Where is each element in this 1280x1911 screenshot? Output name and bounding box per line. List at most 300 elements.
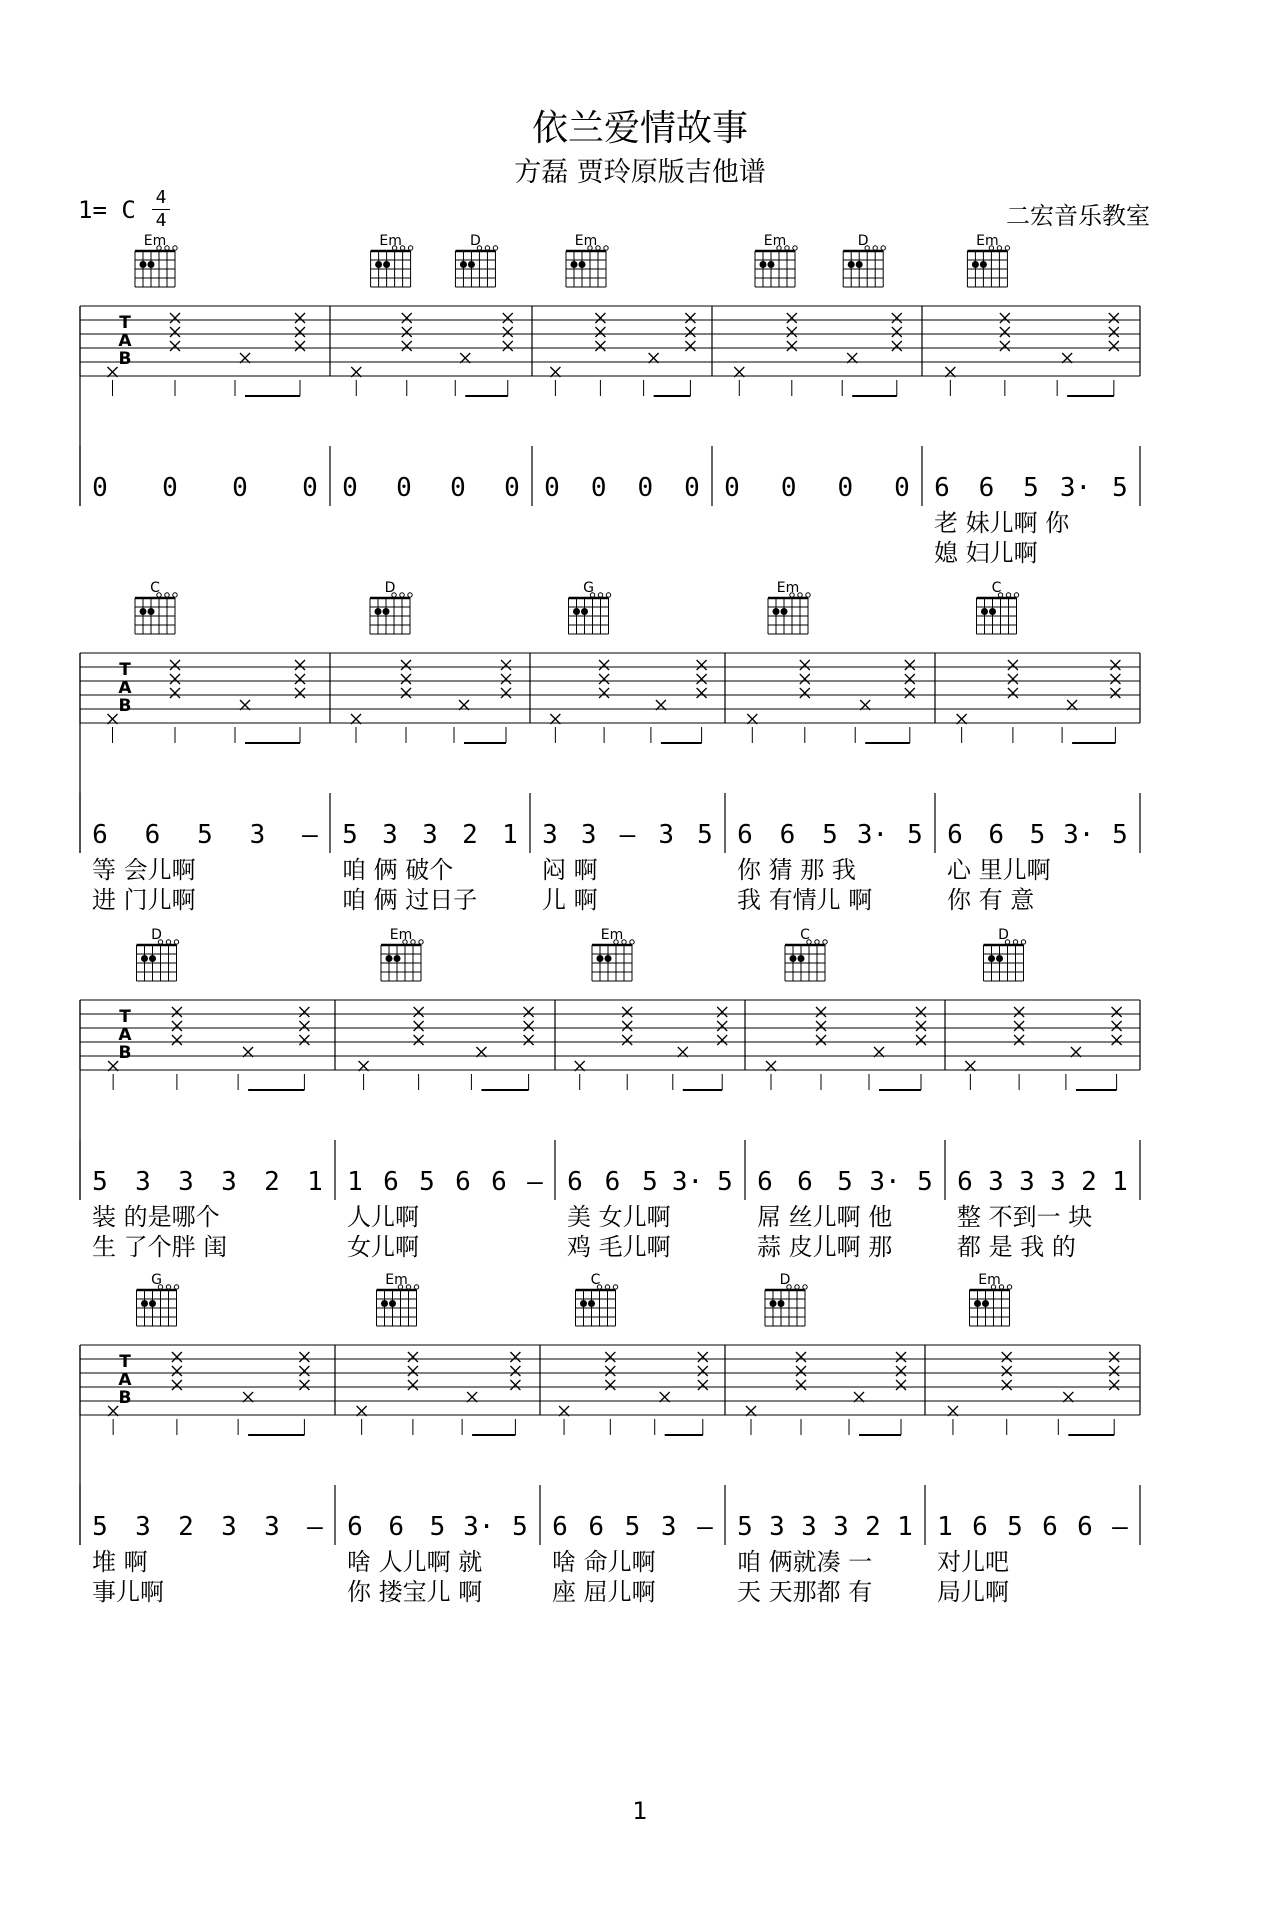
jianpu-note: 6 [144, 820, 161, 850]
tab-strum-note [170, 341, 180, 351]
tab-strum-note [1112, 1035, 1122, 1045]
time-signature-bottom: 4 [155, 210, 167, 231]
tab-strum-note [595, 327, 605, 337]
tab-letter: T [119, 1007, 131, 1027]
jianpu-note: 6 [757, 1167, 773, 1197]
tab-strum-note [503, 341, 513, 351]
chord-diagram [370, 593, 412, 634]
tab-strum-note [698, 1352, 708, 1362]
chord-diagram [455, 246, 497, 287]
jianpu-note: 6 [988, 820, 1005, 850]
chord-name: Em [776, 580, 800, 596]
chord-name: Em [389, 927, 413, 943]
jianpu-note: — [1112, 1512, 1128, 1542]
chord-diagram [569, 593, 611, 634]
jianpu-note: 3· [869, 1167, 901, 1197]
jianpu-note: 5 [697, 820, 713, 850]
tab-strum-note [501, 674, 511, 684]
tab-strum-note [599, 660, 609, 670]
jianpu-note: 6 [92, 820, 108, 850]
tab-strum-note [170, 313, 180, 323]
jianpu-note: 6 [797, 1167, 813, 1197]
jianpu-note: 2 [264, 1167, 280, 1197]
chord-diagram [137, 940, 179, 981]
jianpu-note: 5 [429, 1512, 446, 1542]
chord-diagram [576, 1285, 618, 1326]
tab-strum-note [402, 341, 412, 351]
jianpu-note: 3 [769, 1512, 785, 1542]
chord-name: G [583, 580, 594, 596]
tab-strum-note [1110, 674, 1120, 684]
jianpu-note: 5 [1029, 820, 1046, 850]
chord-name: C [150, 580, 160, 596]
jianpu-note: 3 [382, 820, 398, 850]
chord-diagram [970, 1285, 1012, 1326]
chord-name: D [779, 1272, 791, 1288]
chord-diagram [135, 593, 177, 634]
chord-diagram [137, 1285, 179, 1326]
lyric-line-1: 装 的是哪个 [92, 1203, 220, 1231]
page-number: 1 [632, 1797, 648, 1825]
jianpu-note: 5 [917, 1167, 933, 1197]
jianpu-note: — [527, 1167, 543, 1197]
jianpu-note: 3· [856, 820, 889, 850]
tab-strum-note [510, 1366, 520, 1376]
lyric-line-2: 局儿啊 [937, 1578, 1009, 1606]
jianpu-note: 6 [347, 1512, 363, 1542]
tab-strum-note [622, 1035, 632, 1045]
lyric-line-1: 美 女儿啊 [567, 1203, 671, 1231]
lyric-line-1: 人儿啊 [347, 1203, 419, 1231]
tab-strum-note [1008, 660, 1018, 670]
tab-strum-note [697, 660, 707, 670]
chord-name: C [590, 1272, 601, 1288]
tab-strum-note [1002, 1366, 1012, 1376]
lyric-line-1: 老 妹儿啊 你 [934, 509, 1070, 537]
tab-strum-note [402, 313, 412, 323]
jianpu-note: 2 [865, 1512, 881, 1542]
jianpu-note: 6 [978, 473, 995, 503]
tab-strum-note [905, 660, 915, 670]
chord-name: D [857, 233, 869, 249]
chord-diagram [967, 246, 1009, 287]
lyric-line-2: 儿 啊 [542, 886, 598, 914]
jianpu-note: 3· [463, 1512, 495, 1542]
jianpu-note: 5 [1007, 1512, 1023, 1542]
tab-letter: B [118, 349, 132, 369]
tab-strum-note [172, 1007, 182, 1017]
tab-strum-note [905, 688, 915, 698]
jianpu-note: 3· [1063, 820, 1095, 850]
tab-strum-note [605, 1366, 615, 1376]
tab-strum-note [622, 1021, 632, 1031]
lyric-line-1: 心 里儿啊 [947, 856, 1051, 884]
tab-strum-note [299, 1380, 309, 1390]
tab-letter: A [118, 1025, 132, 1045]
tab-strum-note [905, 674, 915, 684]
song-subtitle: 方磊 贾玲原版吉他谱 [514, 157, 766, 188]
tab-strum-note [1008, 674, 1018, 684]
tab-strum-note [501, 660, 511, 670]
jianpu-note: 5 [642, 1167, 658, 1197]
tab-strum-note [299, 1366, 309, 1376]
tab-strum-note [896, 1366, 906, 1376]
tab-strum-note [916, 1007, 926, 1017]
jianpu-note: 6 [972, 1512, 988, 1542]
jianpu-note: 5 [1023, 473, 1039, 503]
chord-name: C [991, 580, 1002, 596]
jianpu-note: 5 [92, 1512, 108, 1542]
tab-strum-note [1109, 1352, 1119, 1362]
jianpu-note: 5 [419, 1167, 435, 1197]
tab-strum-note [717, 1021, 727, 1031]
lyric-line-2: 鸡 毛儿啊 [567, 1233, 671, 1261]
tab-strum-note [1109, 341, 1119, 351]
tab-strum-note [892, 341, 902, 351]
chord-diagram [377, 1285, 419, 1326]
jianpu-note: 0 [232, 473, 248, 503]
chord-name: Em [574, 233, 598, 249]
jianpu-note: 0 [302, 473, 318, 503]
studio-name: 二宏音乐教室 [1006, 202, 1150, 230]
tab-strum-note [1109, 1366, 1119, 1376]
tab-strum-note [299, 1035, 309, 1045]
tab-strum-note [1008, 688, 1018, 698]
chord-name: D [998, 927, 1009, 943]
lyric-line-1: 等 会儿啊 [92, 856, 196, 884]
tab-strum-note [295, 660, 305, 670]
tab-strum-note [401, 688, 411, 698]
chord-name: Em [143, 233, 167, 249]
chord-name: Em [385, 1272, 408, 1288]
jianpu-note: 6 [934, 473, 950, 503]
jianpu-note: 6 [383, 1167, 399, 1197]
chord-diagram [977, 593, 1019, 634]
key-signature: 1= C [78, 196, 136, 224]
jianpu-note: 3 [833, 1512, 849, 1542]
chord-name: G [151, 1272, 162, 1288]
tab-strum-note [299, 1352, 309, 1362]
lyric-line-2: 蒜 皮儿啊 那 [757, 1233, 893, 1261]
lyric-line-2: 生 了个胖 闺 [92, 1233, 228, 1261]
tab-strum-note [510, 1380, 520, 1390]
tab-strum-note [1109, 313, 1119, 323]
jianpu-note: 2 [1081, 1167, 1097, 1197]
tab-strum-note [501, 688, 511, 698]
tab-strum-note [1014, 1035, 1024, 1045]
chord-name: Em [976, 233, 999, 249]
jianpu-note: 5 [92, 1167, 108, 1197]
tab-strum-note [605, 1352, 615, 1362]
tab-strum-note [698, 1366, 708, 1376]
jianpu-note: 3· [1059, 473, 1092, 503]
jianpu-note: 0 [724, 473, 740, 503]
lyric-line-2: 你 有 意 [947, 886, 1035, 914]
tab-strum-note [1000, 313, 1010, 323]
tab-strum-note [170, 688, 180, 698]
chord-diagram [984, 940, 1026, 981]
jianpu-note: 2 [462, 820, 478, 850]
jianpu-note: 0 [162, 473, 178, 503]
lyric-line-1: 整 不到一 块 [957, 1203, 1093, 1231]
jianpu-note: 3 [178, 1167, 194, 1197]
tab-strum-note [299, 1007, 309, 1017]
lyric-line-2: 都 是 我 的 [957, 1233, 1076, 1261]
tab-strum-note [1109, 1380, 1119, 1390]
tab-strum-note [595, 341, 605, 351]
jianpu-note: 3 [660, 1512, 677, 1542]
tab-strum-note [916, 1035, 926, 1045]
lyric-line-2: 我 有情儿 啊 [737, 886, 873, 914]
tab-strum-note [1110, 660, 1120, 670]
tab-strum-note [408, 1366, 418, 1376]
tab-strum-note [524, 1021, 534, 1031]
tab-strum-note [796, 1366, 806, 1376]
lyric-line-1: 咱 俩 破个 [342, 856, 454, 884]
tab-strum-note [892, 327, 902, 337]
lyric-line-1: 对儿吧 [937, 1548, 1009, 1576]
jianpu-note: 0 [837, 473, 854, 503]
tab-strum-note [1014, 1007, 1024, 1017]
tab-strum-note [503, 313, 513, 323]
jianpu-note: 6 [604, 1167, 621, 1197]
jianpu-note: 0 [504, 473, 520, 503]
jianpu-note: 5 [197, 820, 213, 850]
jianpu-note: 3 [988, 1167, 1004, 1197]
chord-name: C [800, 927, 810, 943]
chord-diagram [785, 940, 827, 981]
tab-strum-note [414, 1007, 424, 1017]
tab-strum-note [697, 674, 707, 684]
jianpu-note: 5 [717, 1167, 733, 1197]
lyric-line-1: 啥 命儿啊 [552, 1548, 656, 1576]
chord-diagram [381, 940, 423, 981]
tab-strum-note [170, 674, 180, 684]
lyric-line-2: 进 门儿啊 [92, 886, 196, 914]
tab-strum-note [896, 1352, 906, 1362]
tab-strum-note [172, 1366, 182, 1376]
tab-strum-note [1000, 327, 1010, 337]
jianpu-note: 6 [552, 1512, 568, 1542]
jianpu-note: 0 [342, 473, 358, 503]
tab-strum-note [595, 313, 605, 323]
lyric-line-2: 咱 俩 过日子 [342, 886, 478, 914]
chord-diagram [592, 940, 634, 981]
jianpu-note: 6 [1042, 1512, 1058, 1542]
jianpu-note: 0 [684, 473, 700, 503]
chord-name: Em [600, 927, 624, 943]
chord-diagram [755, 246, 797, 287]
jianpu-note: 5 [512, 1512, 528, 1542]
chord-diagram [768, 593, 810, 634]
jianpu-note: 0 [450, 473, 466, 503]
jianpu-note: 1 [1112, 1167, 1128, 1197]
tab-strum-note [408, 1352, 418, 1362]
tab-strum-note [524, 1035, 534, 1045]
tab-strum-note [1109, 327, 1119, 337]
jianpu-note: 5 [837, 1167, 853, 1197]
jianpu-note: 6 [1077, 1512, 1093, 1542]
chord-diagram [843, 246, 885, 287]
tab-strum-note [605, 1380, 615, 1390]
chord-name: D [470, 233, 481, 249]
jianpu-note: 6 [957, 1167, 973, 1197]
tab-strum-note [295, 674, 305, 684]
tab-letter: B [118, 1388, 132, 1408]
tab-strum-note [408, 1380, 418, 1390]
lyric-line-1: 堆 啊 [92, 1548, 148, 1576]
jianpu-note: 1 [307, 1167, 323, 1197]
tab-strum-note [299, 1021, 309, 1031]
jianpu-note: 1 [347, 1167, 363, 1197]
jianpu-note: 3 [542, 820, 558, 850]
jianpu-note: 6 [779, 820, 796, 850]
jianpu-note: 3 [249, 820, 266, 850]
tab-strum-note [414, 1021, 424, 1031]
jianpu-note: 6 [588, 1512, 605, 1542]
lyric-line-2: 女儿啊 [347, 1233, 419, 1261]
tab-strum-note [698, 1380, 708, 1390]
tab-strum-note [172, 1021, 182, 1031]
tab-strum-note [524, 1007, 534, 1017]
jianpu-note: 0 [92, 473, 108, 503]
tab-strum-note [685, 313, 695, 323]
chord-name: Em [978, 1272, 1001, 1288]
lyric-line-2: 天 天那都 有 [737, 1578, 873, 1606]
tab-strum-note [599, 674, 609, 684]
jianpu-note: 3 [135, 1512, 151, 1542]
tab-strum-note [401, 660, 411, 670]
tab-letter: B [118, 1043, 132, 1063]
tab-strum-note [816, 1035, 826, 1045]
jianpu-note: — [307, 1512, 323, 1542]
tab-letter: A [118, 1370, 132, 1390]
jianpu-note: 5 [822, 820, 838, 850]
tab-strum-note [717, 1035, 727, 1045]
tab-strum-note [816, 1021, 826, 1031]
tab-strum-note [685, 327, 695, 337]
tab-strum-note [503, 327, 513, 337]
jianpu-note: 5 [624, 1512, 641, 1542]
jianpu-note: 1 [897, 1512, 913, 1542]
tab-strum-note [787, 341, 797, 351]
tab-strum-note [170, 327, 180, 337]
tab-strum-note [1000, 341, 1010, 351]
jianpu-note: 5 [907, 820, 923, 850]
tab-strum-note [1110, 688, 1120, 698]
tab-strum-note [1002, 1352, 1012, 1362]
tab-strum-note [402, 327, 412, 337]
chord-diagram [135, 246, 177, 287]
tab-strum-note [896, 1380, 906, 1390]
lyric-line-2: 座 屈儿啊 [552, 1578, 656, 1606]
jianpu-note: 5 [1112, 473, 1128, 503]
jianpu-note: 0 [894, 473, 910, 503]
tab-strum-note [697, 688, 707, 698]
tab-strum-note [622, 1007, 632, 1017]
chord-name: D [384, 580, 396, 596]
tab-strum-note [510, 1352, 520, 1362]
tab-strum-note [172, 1035, 182, 1045]
jianpu-note: 3 [580, 820, 597, 850]
jianpu-note: 6 [737, 820, 753, 850]
song-title: 依兰爱情故事 [531, 108, 748, 149]
jianpu-note: 2 [178, 1512, 194, 1542]
chord-name: Em [763, 233, 787, 249]
jianpu-note: 6 [947, 820, 963, 850]
jianpu-note: 3 [135, 1167, 151, 1197]
tab-strum-note [787, 327, 797, 337]
tab-strum-note [1112, 1007, 1122, 1017]
chord-diagram [765, 1285, 807, 1326]
chord-diagram [566, 246, 608, 287]
tab-letter: T [119, 313, 131, 333]
jianpu-note: 6 [455, 1167, 471, 1197]
tab-strum-note [295, 313, 305, 323]
jianpu-note: 0 [637, 473, 654, 503]
tab-letter: B [118, 696, 132, 716]
tab-strum-note [685, 341, 695, 351]
chord-diagram [371, 246, 413, 287]
chord-name: D [151, 927, 162, 943]
tab-strum-note [787, 313, 797, 323]
jianpu-note: 0 [780, 473, 797, 503]
jianpu-note: 6 [567, 1167, 583, 1197]
tab-strum-note [414, 1035, 424, 1045]
tab-strum-note [916, 1021, 926, 1031]
lyric-line-2: 你 搂宝儿 啊 [347, 1578, 483, 1606]
jianpu-note: 5 [737, 1512, 753, 1542]
tab-strum-note [717, 1007, 727, 1017]
tab-strum-note [295, 327, 305, 337]
lyric-line-1: 闷 啊 [542, 856, 598, 884]
tab-strum-note [172, 1380, 182, 1390]
lyric-line-1: 你 猜 那 我 [737, 856, 856, 884]
jianpu-note: 6 [491, 1167, 507, 1197]
jianpu-note: 3 [1050, 1167, 1066, 1197]
tab-strum-note [816, 1007, 826, 1017]
tab-strum-note [892, 313, 902, 323]
tab-letter: T [119, 1352, 131, 1372]
tab-letter: A [118, 678, 132, 698]
jianpu-note: 3 [422, 820, 438, 850]
jianpu-note: 5 [342, 820, 358, 850]
jianpu-note: 3 [658, 820, 675, 850]
jianpu-note: 1 [937, 1512, 953, 1542]
jianpu-note: 5 [1112, 820, 1128, 850]
jianpu-note: 0 [396, 473, 412, 503]
jianpu-note: 3 [801, 1512, 817, 1542]
lyric-line-1: 咱 俩就凑 一 [737, 1548, 873, 1576]
jianpu-note: 3· [671, 1167, 704, 1197]
chord-name: Em [379, 233, 402, 249]
jianpu-note: 3 [221, 1167, 237, 1197]
jianpu-note: 1 [502, 820, 518, 850]
jianpu-note: 0 [590, 473, 607, 503]
jianpu-note: — [619, 820, 636, 850]
jianpu-note: — [697, 1512, 713, 1542]
jianpu-note: 0 [544, 473, 560, 503]
lyric-line-1: 啥 人儿啊 就 [347, 1548, 483, 1576]
tab-strum-note [401, 674, 411, 684]
time-signature-top: 4 [155, 187, 167, 208]
tab-strum-note [295, 341, 305, 351]
jianpu-note: 6 [388, 1512, 405, 1542]
jianpu-note: — [302, 820, 318, 850]
jianpu-note: 3 [221, 1512, 237, 1542]
jianpu-note: 3 [1019, 1167, 1035, 1197]
tab-strum-note [1112, 1021, 1122, 1031]
